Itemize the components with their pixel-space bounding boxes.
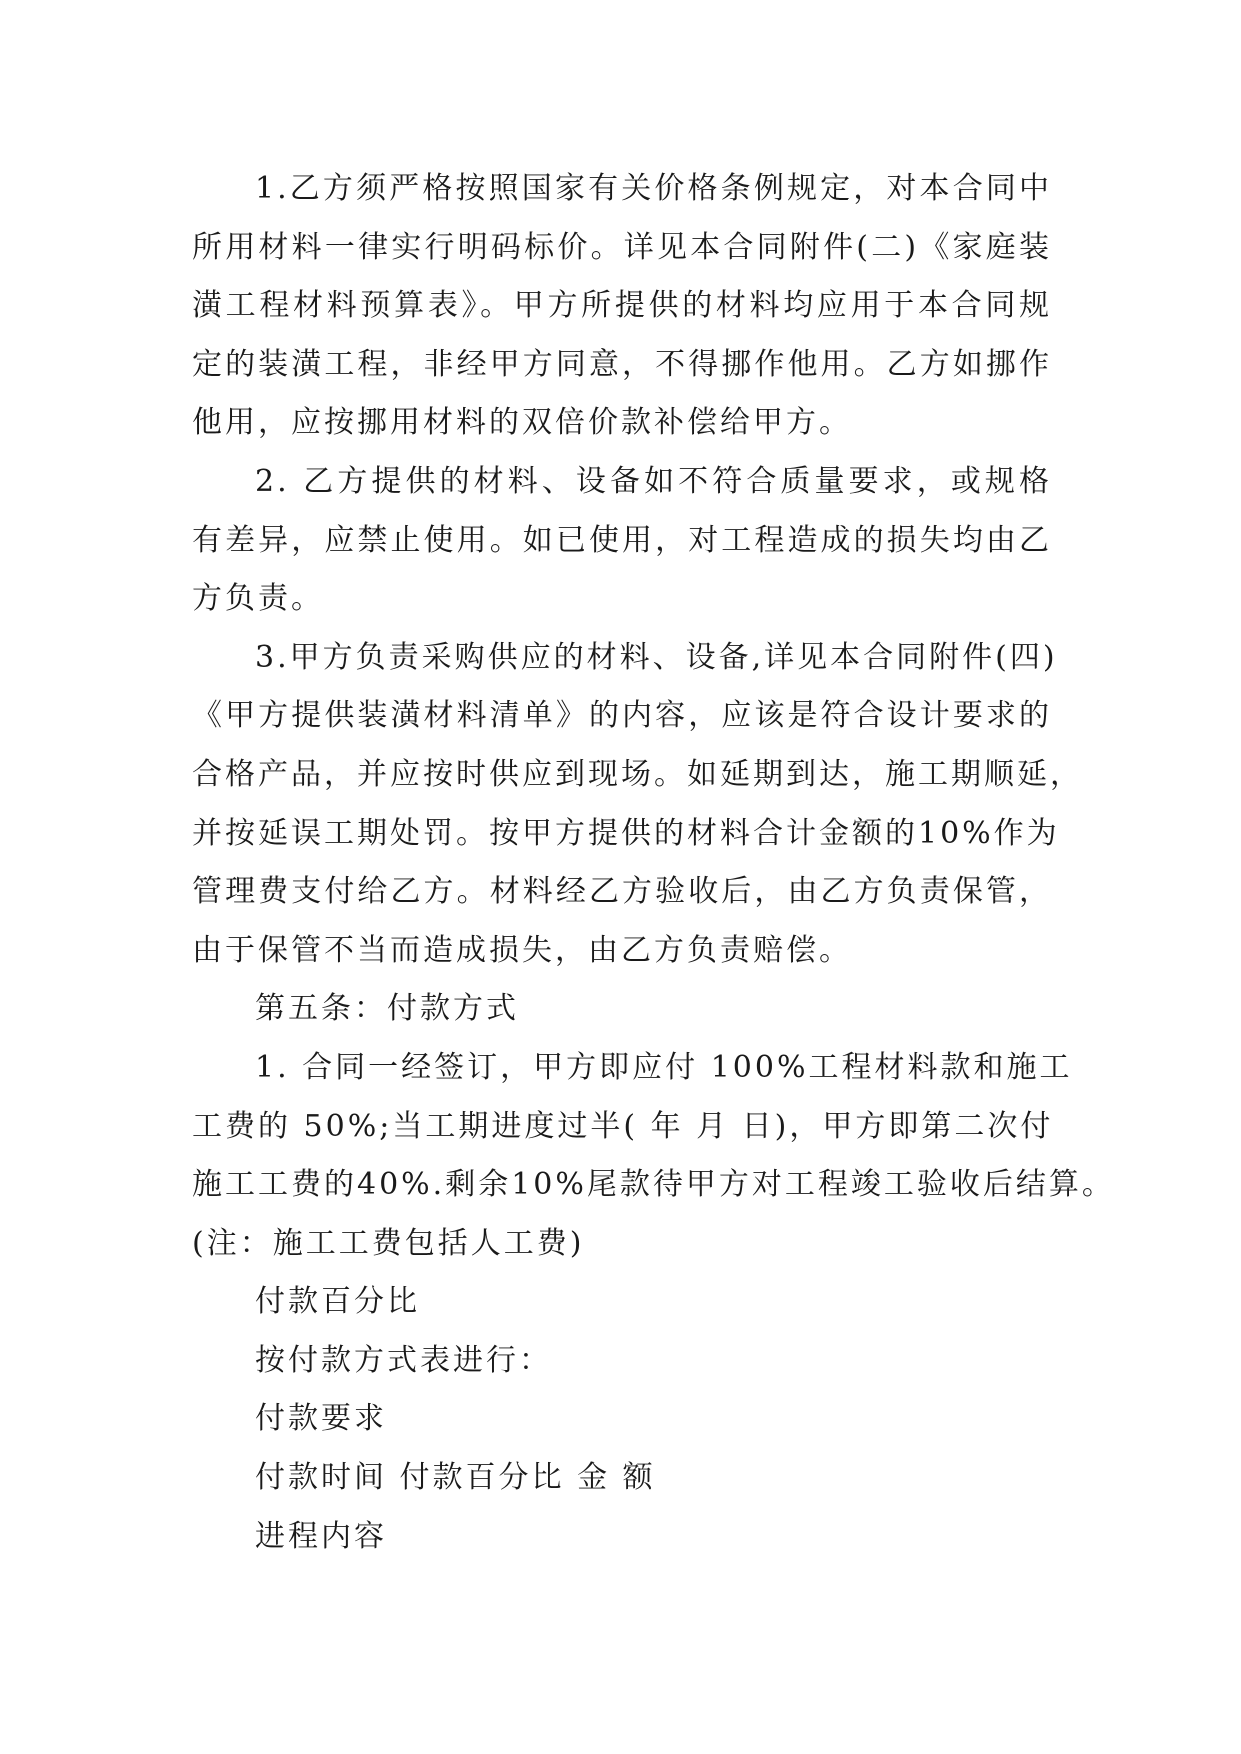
text-line: 合格产品，并应按时供应到现场。如延期到达，施工期顺延，: [192, 756, 1083, 792]
text-line: 由于保管不当而造成损失，由乙方负责赔偿。: [192, 932, 852, 968]
text-line: 1.乙方须严格按照国家有关价格条例规定，对本合同中: [255, 171, 1052, 206]
text-line: 付款要求: [255, 1401, 387, 1437]
text-line: 施工工费的40%.剩余10%尾款待甲方对工程竣工验收后结算。: [192, 1167, 1115, 1203]
text-line: 《甲方提供装潢材料清单》的内容，应该是符合设计要求的: [192, 698, 1052, 734]
text-line: 第五条：付款方式: [255, 991, 519, 1027]
text-line: 管理费支付给乙方。材料经乙方验收后，由乙方负责保管，: [192, 874, 1052, 910]
text-line: 按付款方式表进行：: [255, 1342, 552, 1378]
text-line: 付款百分比: [255, 1284, 420, 1320]
text-line: 所用材料一律实行明码标价。详见本合同附件(二)《家庭装: [192, 229, 1052, 265]
text-line: 2. 乙方提供的材料、设备如不符合质量要求，或规格: [255, 463, 1052, 499]
document-body: [192, 160, 1115, 1566]
text-line: 他用，应按挪用材料的双倍价款补偿给甲方。: [192, 405, 852, 441]
text-line: 有差异，应禁止使用。如已使用，对工程造成的损失均由乙: [192, 522, 1052, 558]
text-line: (注：施工工费包括人工费): [192, 1225, 585, 1261]
text-line: 潢工程材料预算表》。甲方所提供的材料均应用于本合同规: [192, 288, 1052, 324]
text-line: 1. 合同一经签订，甲方即应付 100%工程材料款和施工: [255, 1049, 1073, 1085]
text-line: 并按延误工期处罚。按甲方提供的材料合计金额的10%作为: [192, 815, 1060, 851]
text-line: 工费的 50%;当工期进度过半( 年 月 日)，甲方即第二次付: [192, 1108, 1054, 1144]
text-line: 定的装潢工程，非经甲方同意，不得挪作他用。乙方如挪作: [192, 346, 1052, 382]
text-line: 进程内容: [255, 1518, 387, 1554]
text-line: 3.甲方负责采购供应的材料、设备,详见本合同附件(四): [255, 639, 1058, 675]
text-line: 方负责。: [192, 581, 324, 617]
text-line: 付款时间 付款百分比 金 额: [255, 1460, 656, 1496]
